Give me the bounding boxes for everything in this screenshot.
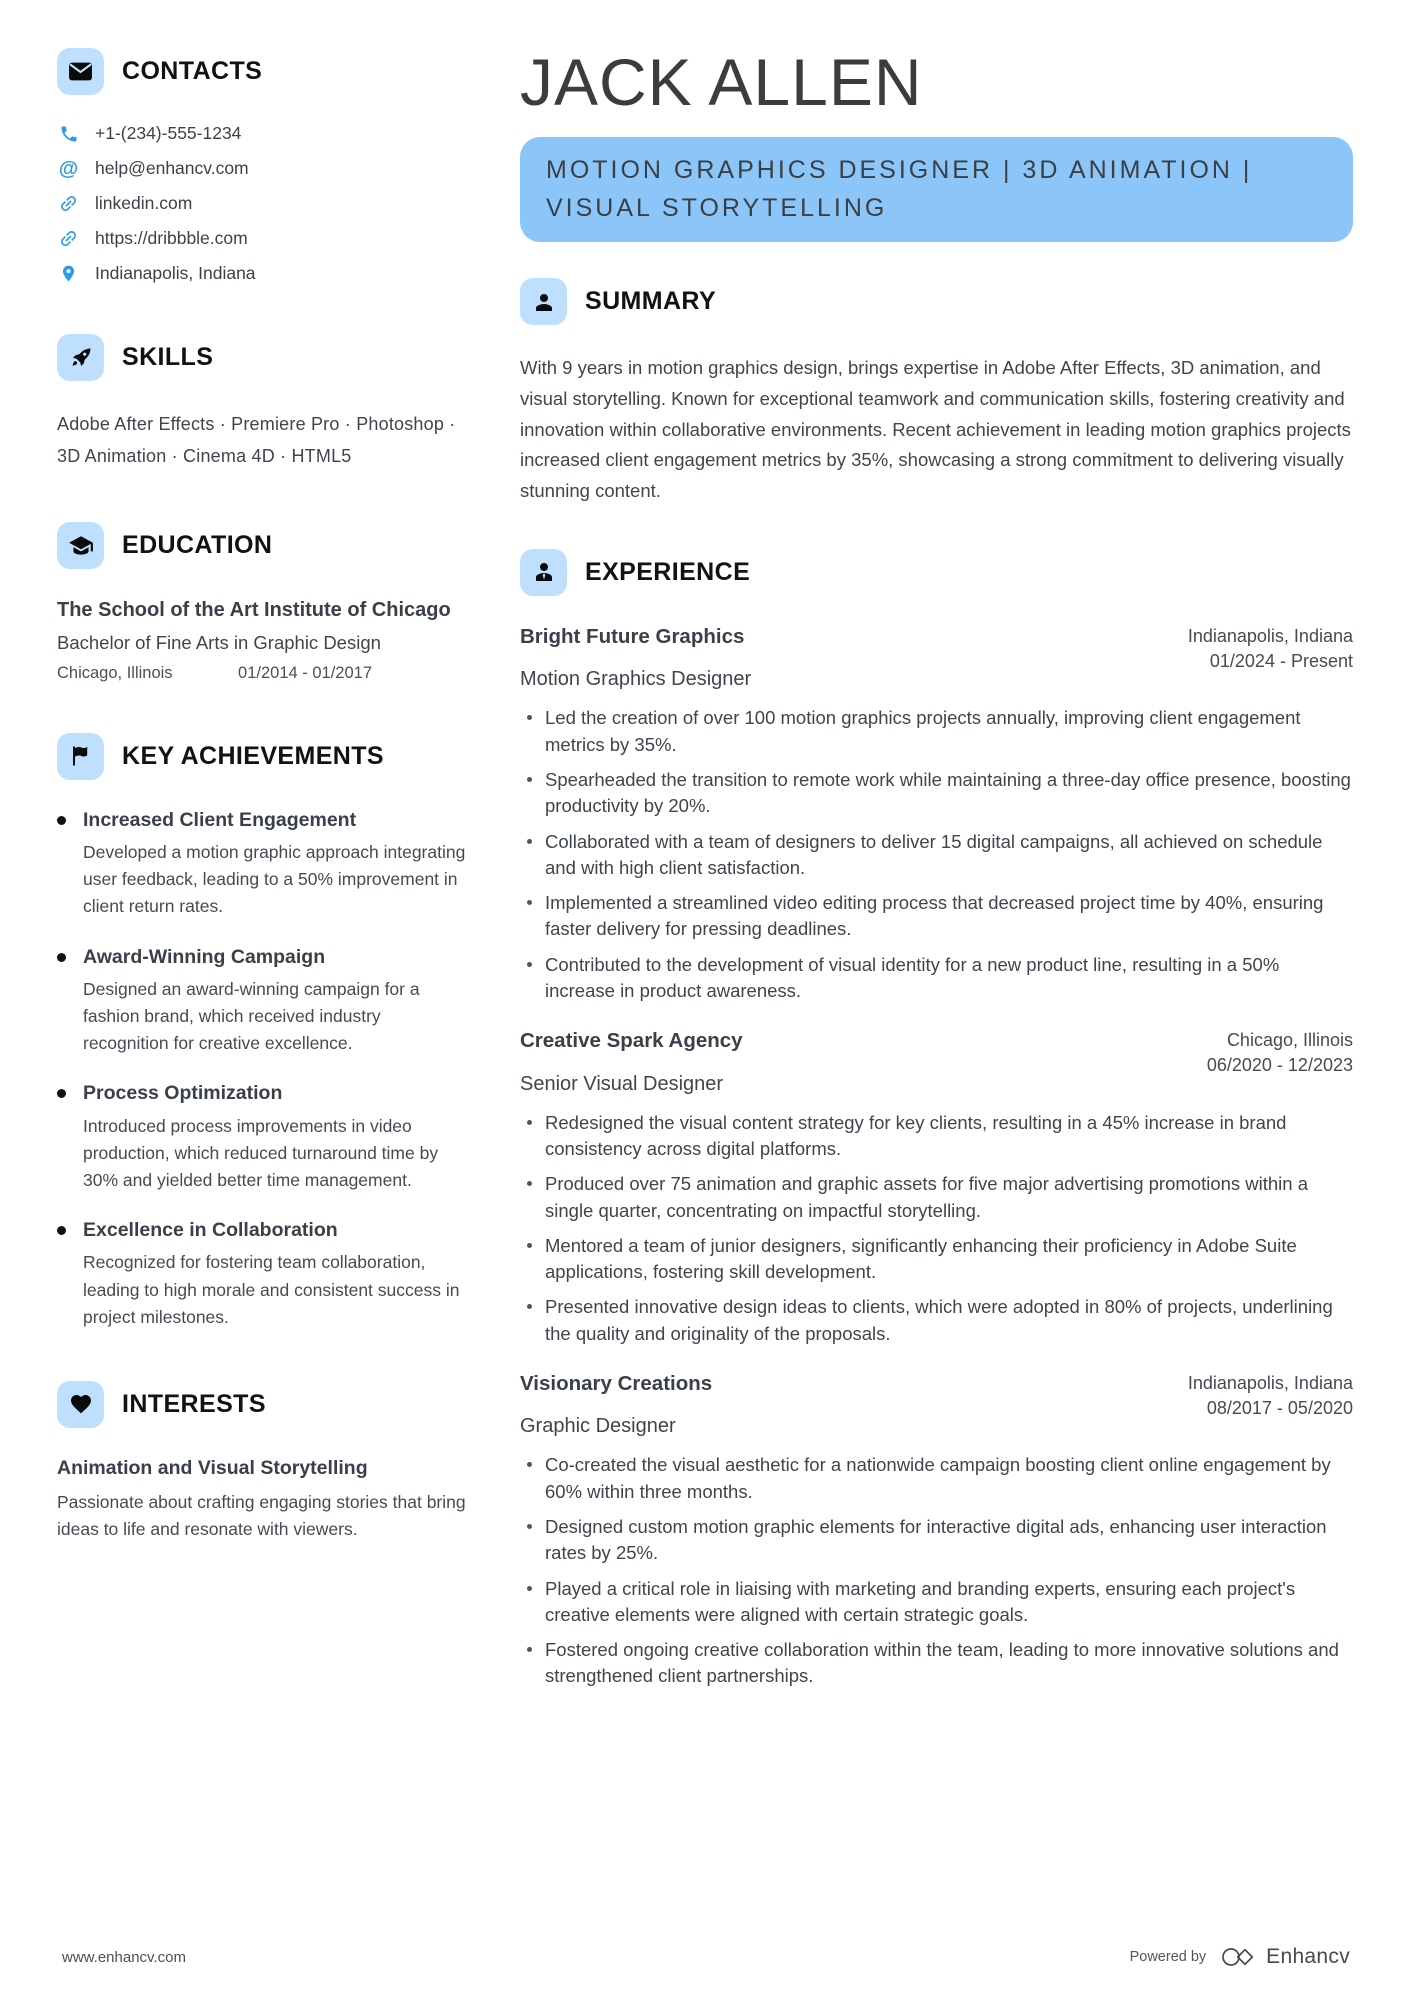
job-bullet: Fostered ongoing creative collaboration within the team, leading to more innovative solutions and strengthened client partnerships. — [520, 1637, 1353, 1690]
education-section — [57, 522, 470, 683]
skills-title: SKILLS — [122, 343, 214, 371]
headline-text: MOTION GRAPHICS DESIGNER | 3D ANIMATION | VISUAL STORYTELLING — [546, 156, 1253, 222]
at-icon: @ — [58, 157, 79, 180]
experience-entry — [520, 1371, 1353, 1690]
candidate-name: JACK ALLEN — [520, 45, 923, 119]
education-school: The School of the Art Institute of Chicago — [57, 599, 451, 621]
education-dates: 01/2014 - 01/2017 — [238, 663, 372, 682]
summary-title: SUMMARY — [585, 287, 717, 316]
envelope-icon — [57, 48, 104, 95]
achievement-text: Recognized for fostering team collaboration, leading to high morale and consistent success in project milestones. — [83, 1252, 460, 1327]
job-company: Bright Future Graphics — [520, 624, 745, 648]
contact-linkedin-text: linkedin.com — [95, 193, 193, 213]
interest-name: Animation and Visual Storytelling — [57, 1456, 368, 1479]
contact-dribbble[interactable] — [57, 228, 470, 249]
experience-title: EXPERIENCE — [585, 557, 751, 586]
interest-text: Passionate about crafting engaging stories that bring ideas to life and resonate with viewers. — [57, 1492, 466, 1540]
bullet-dot — [57, 953, 66, 962]
flag-icon — [57, 733, 104, 780]
education-location: Chicago, Illinois — [57, 663, 173, 682]
contact-phone[interactable] — [57, 123, 470, 144]
job-bullets — [520, 1452, 1353, 1689]
job-bullet: Collaborated with a team of designers to deliver 15 digital campaigns, all achieved on schedule and with high client satisfaction. — [520, 829, 1353, 882]
link-icon — [53, 223, 84, 254]
achievement-text: Designed an award-winning campaign for a fashion brand, which received industry recognition for creative excellence. — [83, 978, 420, 1054]
bullet-dot — [57, 1089, 66, 1098]
interests-title: INTERESTS — [122, 1389, 266, 1418]
achievement-item — [57, 808, 470, 921]
job-bullet: Presented innovative design ideas to clients, which were adopted in 80% of projects, underlining the quality and originality of the proposals. — [520, 1294, 1353, 1347]
job-company: Visionary Creations — [520, 1371, 713, 1395]
achievements-title: KEY ACHIEVEMENTS — [122, 741, 385, 770]
main-column — [520, 45, 1353, 1714]
contact-email-text: help@enhancv.com — [95, 158, 249, 178]
achievement-title: Process Optimization — [83, 1082, 283, 1105]
heart-icon — [57, 1381, 104, 1428]
achievement-title: Increased Client Engagement — [83, 808, 357, 831]
sidebar — [57, 48, 470, 1714]
link-icon — [53, 188, 84, 219]
education-degree: Bachelor of Fine Arts in Graphic Design — [57, 632, 381, 653]
interests-section — [57, 1381, 470, 1544]
phone-icon — [57, 124, 80, 144]
skills-list: Adobe After Effects · Premiere Pro · Photoshop · 3D Animation · Cinema 4D · HTML5 — [57, 414, 456, 466]
job-role: Graphic Designer — [520, 1415, 676, 1438]
page-footer — [62, 1945, 1350, 1969]
job-bullet: Played a critical role in liaising with marketing and branding experts, ensuring each project's creative elements were aligned with certain strategic goals. — [520, 1576, 1353, 1629]
job-company: Creative Spark Agency — [520, 1029, 743, 1053]
experience-section — [520, 549, 1353, 1690]
job-role: Motion Graphics Designer — [520, 668, 752, 691]
achievement-item — [57, 1218, 470, 1331]
job-bullet: Contributed to the development of visual identity for a new product line, resulting in a 50% increase in product awareness. — [520, 952, 1353, 1005]
achievement-item — [57, 1081, 470, 1194]
summary-text: With 9 years in motion graphics design, brings expertise in Adobe After Effects, 3D animation, and visual storytelling. Known for exceptional teamwork and communication skills, fostering creativity and innovation within collaborative environments. Recent achievement in leading motion graphics projects increased client engagement metrics by 35%, showcasing a strong commitment to delivering visually stunning content. — [520, 357, 1351, 502]
location-pin-icon — [57, 263, 80, 284]
job-dates: 01/2024 - Present — [1209, 651, 1353, 672]
user-icon — [520, 278, 567, 325]
job-bullet: Designed custom motion graphic elements for interactive digital ads, enhancing user interaction rates by 25%. — [520, 1514, 1353, 1567]
contact-dribbble-text: https://dribbble.com — [95, 228, 248, 248]
contact-list — [57, 123, 470, 284]
enhancv-logo-icon — [1218, 1945, 1258, 1969]
job-bullet: Redesigned the visual content strategy for key clients, resulting in a 45% increase in brand consistency across digital platforms. — [520, 1110, 1353, 1163]
job-dates: 08/2017 - 05/2020 — [1206, 1398, 1353, 1419]
job-bullet: Implemented a streamlined video editing process that decreased project time by 40%, ensuring faster delivery for pressing deadlines. — [520, 890, 1353, 943]
powered-by-label: Powered by — [1129, 1949, 1207, 1965]
contacts-title: CONTACTS — [122, 57, 263, 85]
job-bullet: Co-created the visual aesthetic for a nationwide campaign boosting client online engagement by 60% within three months. — [520, 1452, 1353, 1505]
contacts-section — [57, 48, 470, 284]
contact-location — [57, 263, 470, 284]
job-bullets — [520, 705, 1353, 1004]
experience-entry — [520, 624, 1353, 1004]
powered-by — [1130, 1945, 1350, 1969]
job-location: Indianapolis, Indiana — [1187, 1372, 1353, 1393]
contact-phone-text: +1-(234)-555-1234 — [95, 123, 242, 143]
rocket-icon — [57, 334, 104, 381]
contact-email[interactable] — [57, 158, 470, 179]
job-location: Chicago, Illinois — [1226, 1030, 1353, 1051]
job-location: Indianapolis, Indiana — [1187, 625, 1353, 646]
contact-location-text: Indianapolis, Indiana — [95, 263, 256, 283]
job-bullet: Led the creation of over 100 motion graphics projects annually, improving client engagement metrics by 35%. — [520, 705, 1353, 758]
contact-linkedin[interactable] — [57, 193, 470, 214]
businessman-icon — [520, 549, 567, 596]
achievement-title: Award-Winning Campaign — [83, 945, 326, 968]
job-dates: 06/2020 - 12/2023 — [1206, 1055, 1353, 1076]
education-title: EDUCATION — [122, 531, 273, 559]
achievements-list — [57, 808, 470, 1331]
job-bullet: Spearheaded the transition to remote work while maintaining a three-day office presence, boosting productivity by 20%. — [520, 767, 1353, 820]
achievements-section — [57, 733, 470, 1331]
achievement-text: Introduced process improvements in video production, which reduced turnaround time by 30% and yielded better time management. — [83, 1115, 439, 1190]
achievement-text: Developed a motion graphic approach integrating user feedback, leading to a 50% improvement in client return rates. — [83, 842, 466, 917]
job-role: Senior Visual Designer — [520, 1072, 724, 1095]
bullet-dot — [57, 816, 66, 825]
skills-section — [57, 334, 470, 472]
graduation-cap-icon — [57, 522, 104, 569]
headline-banner — [520, 137, 1353, 242]
footer-url[interactable]: www.enhancv.com — [62, 1948, 186, 1966]
job-bullets — [520, 1110, 1353, 1347]
achievement-title: Excellence in Collaboration — [83, 1219, 338, 1242]
summary-section — [520, 278, 1353, 507]
brand-name: Enhancv — [1266, 1945, 1350, 1968]
bullet-dot — [57, 1226, 66, 1235]
job-bullet: Produced over 75 animation and graphic assets for five major advertising promotions within a single quarter, concentrating on impactful storytelling. — [520, 1171, 1353, 1224]
experience-entry — [520, 1028, 1353, 1347]
job-bullet: Mentored a team of junior designers, significantly enhancing their proficiency in Adobe Suite applications, fostering skill development. — [520, 1233, 1353, 1286]
achievement-item — [57, 945, 470, 1058]
